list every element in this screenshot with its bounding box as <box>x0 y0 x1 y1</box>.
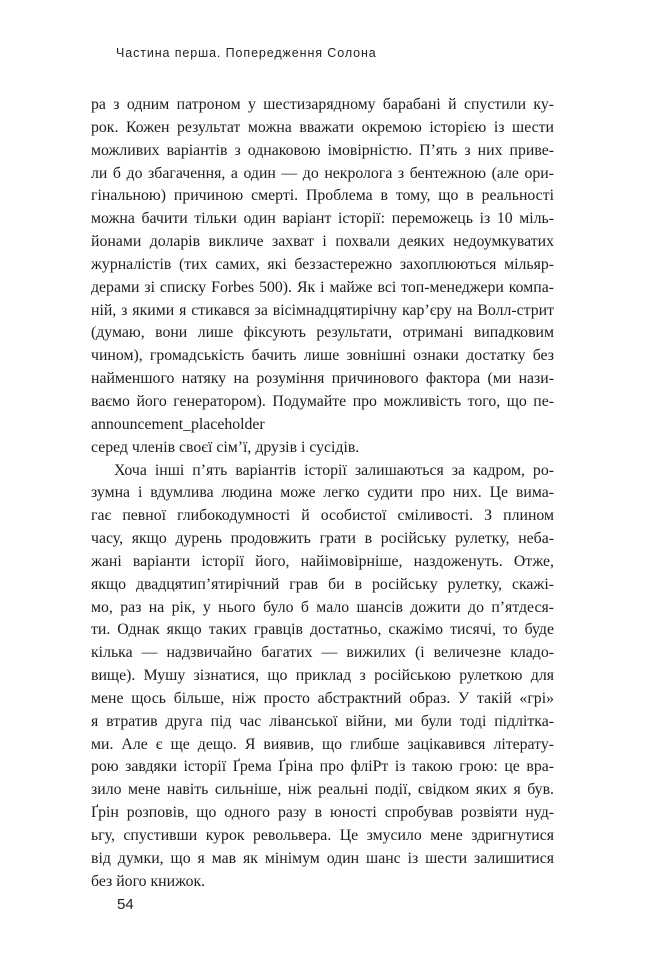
paragraph-1 <box>91 94 554 460</box>
text-line: я втратив друга під час ліванської війни, ми були тоді підлітка- <box>91 712 554 730</box>
text-line: ній, з якими я стикався за вісімнадцятирічну кар’єру на Волл-стрит <box>91 301 554 319</box>
text-line: жані варіанти історії його, найімовірніше, наздоженуть. Отже, <box>91 552 554 570</box>
text-line: (думаю, вони лише фіксують результати, отримані випадковим <box>91 324 554 342</box>
paragraph-2 <box>91 460 554 894</box>
text-line: можна бачити тільки один варіант історії: переможець із 10 міль- <box>91 210 554 228</box>
text-line: йонами доларів викличе захват і похвали деяких недоумкуватих <box>91 233 554 251</box>
text-line: гає певної глибокодумності й особистої сміливості. З плином <box>91 507 554 525</box>
text-line: ли б до збагачення, а один — до некролога з бентежною (але ори- <box>91 164 554 182</box>
text-line: журналістів (тих самих, які беззастережно захоплюються мільяр- <box>91 255 554 273</box>
running-head: Частина перша. Попередження Солона <box>116 46 377 60</box>
text-line: часу, якщо дурень продовжить грати в російську рулетку, неба- <box>91 530 554 548</box>
text-line: дерами зі списку Forbes 500). Як і майже всі топ-менеджери компа- <box>91 278 554 296</box>
text-line: зумна і вдумлива людина може легко судити про них. Це вима- <box>91 484 554 502</box>
text-line: якщо двадцятип’ятирічний грав би в російську рулетку, скажі- <box>91 575 554 593</box>
text-line: зило мене навіть сильніше, ніж реальні події, свідком яких я був. <box>91 781 554 799</box>
text-line: рок. Кожен результат можна вважати окремою історією із шести <box>91 118 554 136</box>
text-line: кілька — надзвичайно багатих — вижилих (і величезне кладо- <box>91 644 554 662</box>
text-line: мо, раз на рік, у нього було б мало шансів дожити до п’ятдеся- <box>91 598 554 616</box>
text-line: від думки, що я мав як мінімум один шанс із шести залишитися <box>91 849 554 867</box>
text-line: ваємо його генератором). Подумайте про можливість того, що пе- <box>91 392 554 410</box>
text-line: ьгу, спустивши курок револьвера. Це змусило мене здригнутися <box>91 827 554 844</box>
text-line: Ґрін розповів, що одного разу в юності спробував розвіяти нуд- <box>91 804 554 822</box>
text-line: вище). Мушу зізнатися, що приклад з російською рулеткою для <box>91 667 554 685</box>
text-line: можливих варіантів з однаковою імовірністю. П’ять з них приве- <box>91 141 554 159</box>
text-line: найменшого натяку на розуміння причинового фактора (ми нази- <box>91 370 554 388</box>
text-line: рою завдяки історії Ґрема Ґріна про фліРт із такою грою: це вра- <box>91 758 554 776</box>
text-line: Хоча інші п’ять варіантів історії залишаються за кадром, ро- <box>114 461 554 479</box>
text-line: ми. Але є ще дещо. Я виявив, що глибше зацікавився літерату- <box>91 735 554 753</box>
text-line: мене щось більше, ніж просто абстрактний образ. У такій «грі» <box>91 689 554 707</box>
text-line: серед членів своєї сім’ї, друзів і сусідів. <box>91 438 360 456</box>
text-line: без його книжок. <box>91 872 206 890</box>
body-text <box>91 94 554 894</box>
page-number: 54 <box>117 896 134 913</box>
text-line: чином), громадськість бачить лише зовнішні ознаки достатку без <box>91 347 554 365</box>
text-line: announcement_placeholder <box>91 415 265 433</box>
text-line: ра з одним патроном у шестизарядному барабані й спустили ку- <box>91 96 554 113</box>
text-line: гінальною) причиною смерті. Проблема в тому, що в реальності <box>91 187 554 205</box>
text-line: ти. Однак якщо таких гравців достатньо, скажімо тисячі, то буде <box>91 621 554 639</box>
